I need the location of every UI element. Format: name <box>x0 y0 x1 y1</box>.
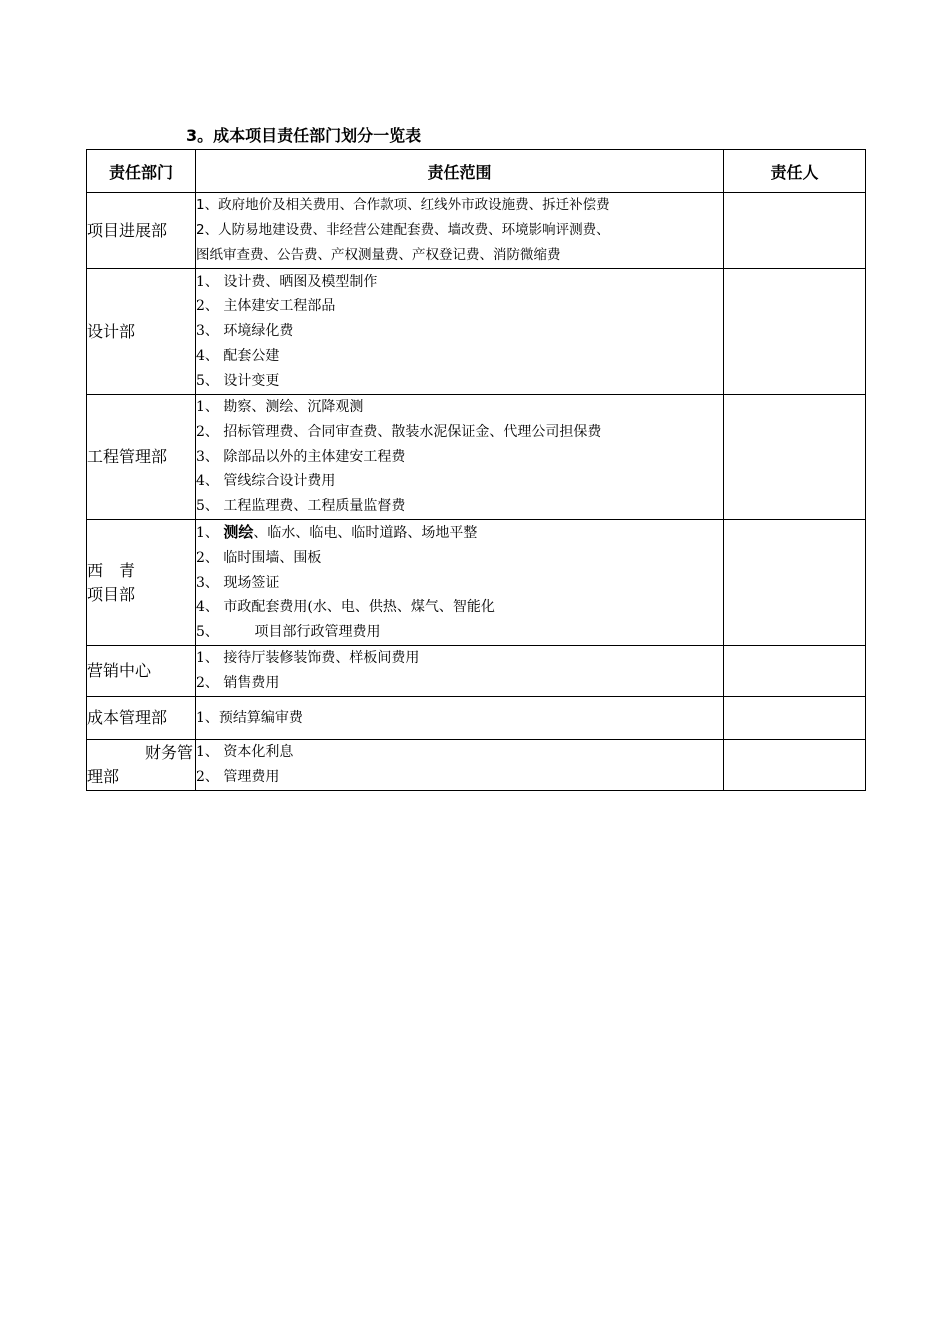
header-dept: 责任部门 <box>87 150 196 193</box>
scope-line: 3、 环境绿化费 <box>196 323 294 340</box>
scope-cell <box>196 697 724 740</box>
scope-line: 2、 销售费用 <box>196 675 280 691</box>
person-cell <box>724 269 866 395</box>
dept-line: 项目部 <box>87 584 136 604</box>
person-cell <box>724 193 866 269</box>
scope-line: 2、人防易地建设费、非经营公建配套费、墙改费、环境影响评测费、 <box>196 222 610 239</box>
dept-line: 理部 <box>87 767 120 786</box>
table-row <box>87 697 866 740</box>
scope-emphasis: 测绘 <box>223 523 254 541</box>
dept-cell <box>87 740 196 791</box>
scope-line: 图纸审查费、公告费、产权测量费、产权登记费、消防微缩费 <box>196 246 561 263</box>
table-row <box>87 395 866 520</box>
table-row <box>87 740 866 791</box>
dept-cell <box>87 520 196 646</box>
dept-line: 西 青 <box>87 560 136 580</box>
person-cell <box>724 395 866 520</box>
person-cell <box>724 697 866 740</box>
header-person: 责任人 <box>724 150 866 193</box>
document-title: 3。成本项目责任部门划分一览表 <box>186 126 422 145</box>
responsibility-table <box>86 149 866 791</box>
scope-line: 4、 配套公建 <box>196 347 280 364</box>
header-scope: 责任范围 <box>196 150 724 193</box>
scope-line: 5、 工程监理费、工程质量监督费 <box>196 498 406 515</box>
scope-line: 4、 市政配套费用(水、电、供热、煤气、智能化 <box>196 599 495 616</box>
scope-cell <box>196 646 724 697</box>
dept-cell: 项目进展部 <box>87 193 196 269</box>
table-header-row <box>87 150 866 193</box>
person-cell <box>724 520 866 646</box>
scope-cell <box>196 193 724 269</box>
dept-cell: 营销中心 <box>87 646 196 697</box>
scope-line: 3、 除部品以外的主体建安工程费 <box>196 448 406 465</box>
scope-cell <box>196 395 724 520</box>
dept-cell: 成本管理部 <box>87 697 196 740</box>
scope-line: 5、 设计变更 <box>196 372 280 389</box>
scope-line: 2、 临时围墙、围板 <box>196 549 322 566</box>
scope-line <box>196 520 723 546</box>
table-row <box>87 520 866 646</box>
table-row <box>87 646 866 697</box>
dept-cell: 工程管理部 <box>87 395 196 520</box>
table-row <box>87 193 866 269</box>
scope-rest: 、临水、临电、临时道路、场地平整 <box>253 525 478 541</box>
dept-line: 财务管 <box>144 743 193 762</box>
scope-cell <box>196 520 724 646</box>
scope-line: 5、 项目部行政管理费用 <box>196 624 381 641</box>
scope-line: 2、 招标管理费、合同审查费、散装水泥保证金、代理公司担保费 <box>196 423 602 440</box>
scope-line: 1、政府地价及相关费用、合作款项、红线外市政设施费、拆迁补偿费 <box>196 197 610 214</box>
scope-line: 2、 主体建安工程部品 <box>196 298 336 315</box>
scope-line: 1、 勘察、测绘、沉降观测 <box>196 399 364 415</box>
scope-line: 1、 设计费、晒图及模型制作 <box>196 273 378 290</box>
scope-prefix: 1、 <box>196 525 224 541</box>
scope-cell <box>196 740 724 791</box>
scope-line: 2、 管理费用 <box>196 769 280 785</box>
person-cell <box>724 646 866 697</box>
table-row <box>87 269 866 395</box>
person-cell <box>724 740 866 791</box>
scope-line: 4、 管线综合设计费用 <box>196 473 336 490</box>
scope-line: 1、 资本化利息 <box>196 744 294 761</box>
dept-cell: 设计部 <box>87 269 196 395</box>
scope-line: 1、 接待厅装修装饰费、样板间费用 <box>196 650 420 667</box>
scope-cell <box>196 269 724 395</box>
scope-line: 1、预结算编审费 <box>196 709 303 726</box>
scope-line: 3、 现场签证 <box>196 574 280 591</box>
